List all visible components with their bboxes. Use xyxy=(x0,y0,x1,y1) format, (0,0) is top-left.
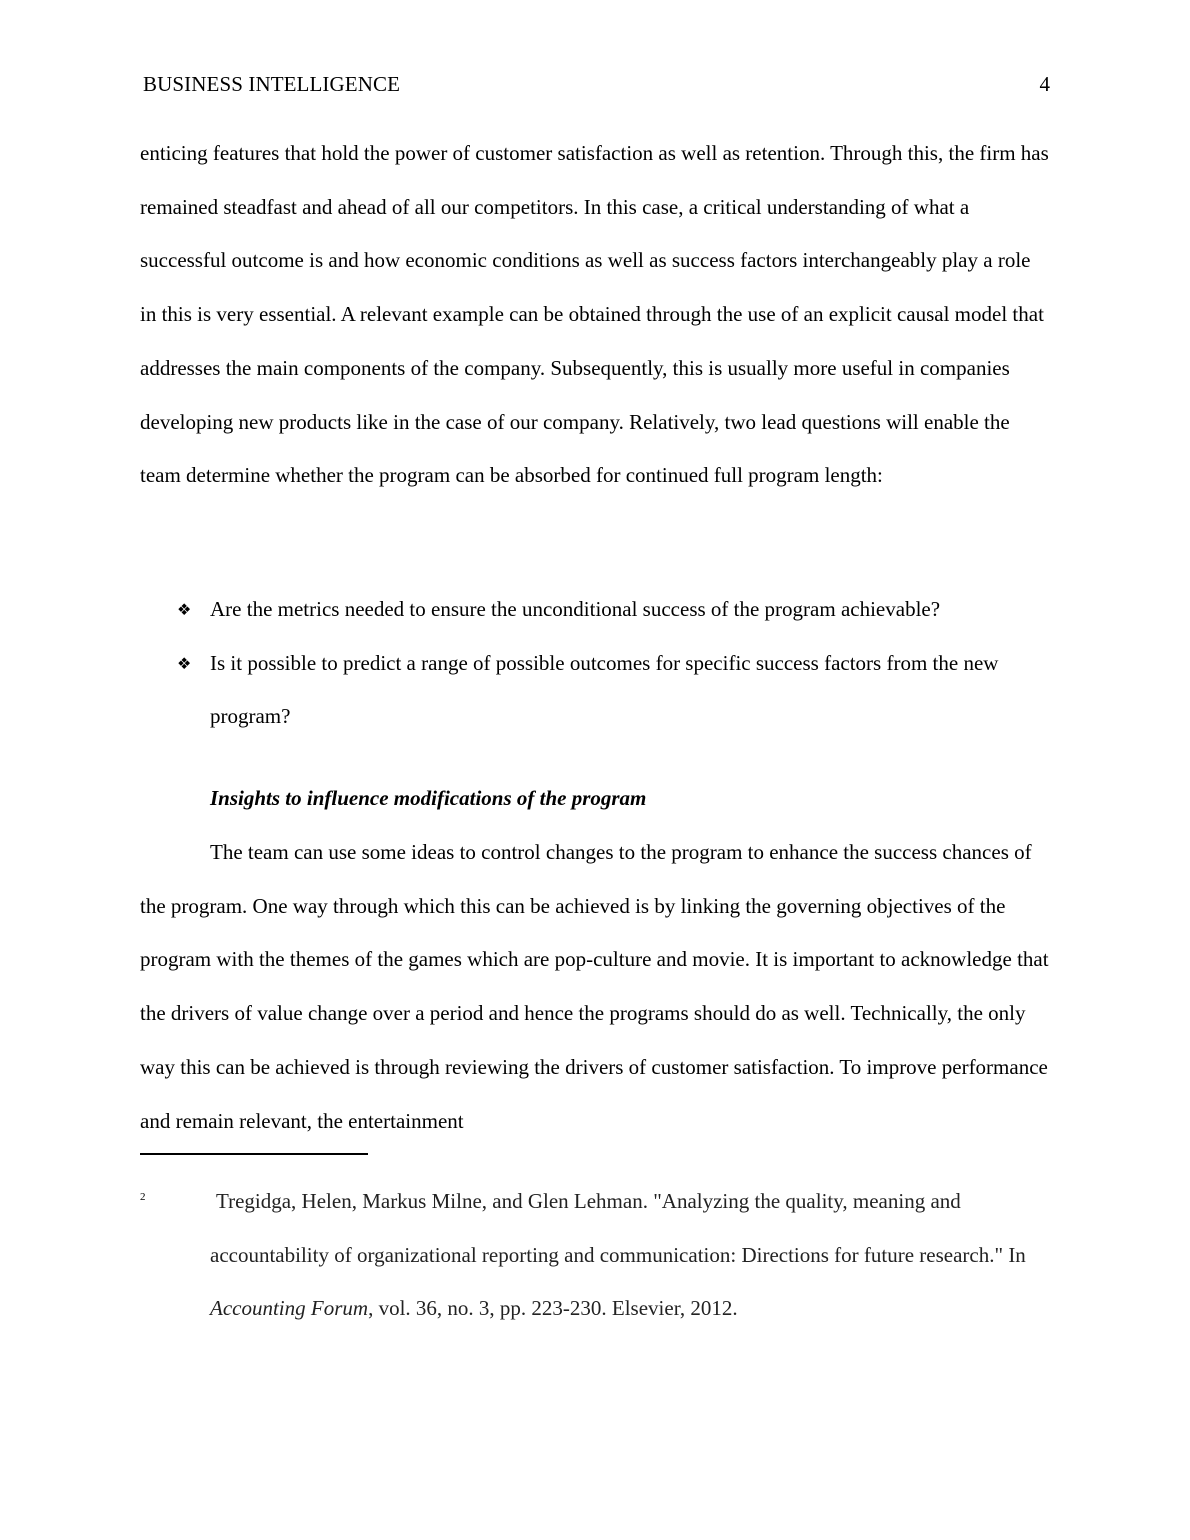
list-item-text: Is it possible to predict a range of possible outcomes for specific success factors from the new program? xyxy=(210,650,999,729)
section-heading: Insights to influence modifications of the program xyxy=(210,786,647,810)
diamond-bullet-icon: ❖ xyxy=(177,600,192,619)
body-paragraph: The team can use some ideas to control changes to the program to enhance the success chances of the program. One way through which this can be achieved is by linking the governing objectives of the program with the themes of the games which are pop-culture and movie. It is important to acknowledge that the drivers of value change over a period and hence the programs should do as well. Technically, the only way this can be achieved is through reviewing the drivers of customer satisfaction. To improve performance and remain relevant, the entertainment xyxy=(140,840,1049,1133)
footnote-marker: 2 xyxy=(140,1191,146,1203)
body-paragraph: enticing features that hold the power of customer satisfaction as well as retention. Through this, the firm has remained steadfast and ahead of all our competitors. In this case, a critical understanding of what a successful outcome is and how economic conditions as well as success factors interchangeably play a role in this is very essential. A relevant example can be obtained through the use of an explicit causal model that addresses the main components of the company. Subsequently, this is usually more useful in companies developing new products like in the case of our company. Relatively, two lead questions will enable the team determine whether the program can be absorbed for continued full program length: xyxy=(140,141,1049,488)
list-item xyxy=(140,637,1052,744)
footnote-journal-title: Accounting Forum xyxy=(210,1296,369,1321)
footnote-text xyxy=(210,1175,1052,1336)
footnote-separator xyxy=(140,1153,368,1155)
running-head: BUSINESS INTELLIGENCE xyxy=(143,72,401,96)
diamond-bullet-icon: ❖ xyxy=(177,653,192,673)
footnote-citation-lead: Tregidga, Helen, Markus Milne, and Glen Lehman. "Analyzing the quality, meaning and accountability of organizational reporting and communication: Directions for future research." In xyxy=(210,1189,1026,1267)
footnote-citation-tail: , vol. 36, no. 3, pp. 223-230. Elsevier, 2012. xyxy=(368,1296,738,1321)
question-list xyxy=(140,583,1052,744)
page-number: 4 xyxy=(1039,72,1050,96)
list-item-text: Are the metrics needed to ensure the unconditional success of the program achievable? xyxy=(210,597,941,621)
list-item xyxy=(140,583,1052,637)
